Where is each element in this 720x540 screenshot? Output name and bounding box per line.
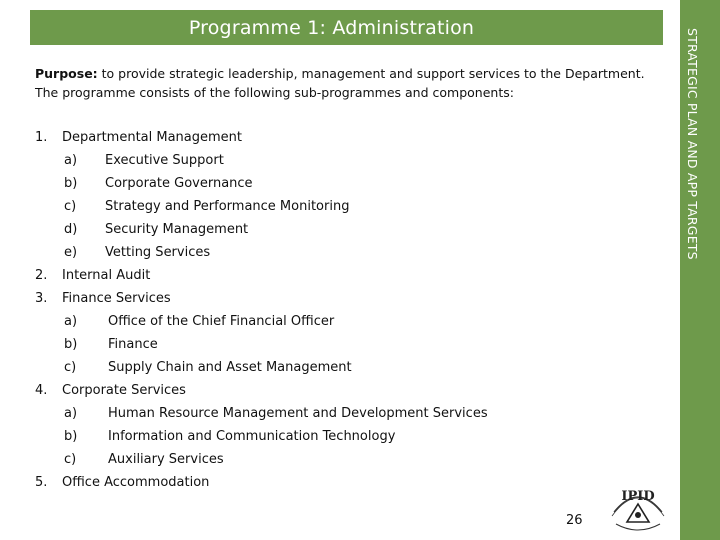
- sub-list-item: [35, 404, 655, 427]
- sub-item-label: Finance: [108, 337, 158, 352]
- sub-list-item: [35, 358, 655, 381]
- page-number: 26: [566, 513, 583, 528]
- sub-item-letter: a): [64, 314, 78, 329]
- title-bar: [30, 10, 663, 45]
- sub-item-label: Supply Chain and Asset Management: [108, 360, 352, 375]
- sub-item-label: Security Management: [105, 222, 249, 237]
- purpose-text: to provide strategic leadership, management and support services to the Department. The programme consists of the following sub-programmes and components:: [35, 66, 645, 100]
- sub-list-item: [35, 197, 655, 220]
- sub-item-label: Executive Support: [105, 153, 224, 168]
- logo-emblem: [612, 489, 664, 530]
- sub-list-item: [35, 427, 655, 450]
- list-item: [35, 381, 655, 404]
- sub-item-letter: c): [64, 452, 77, 467]
- ipid-logo: [604, 478, 672, 536]
- item-label: Finance Services: [62, 291, 171, 306]
- sub-item-label: Strategy and Performance Monitoring: [105, 199, 350, 214]
- sub-item-label: Corporate Governance: [105, 176, 253, 191]
- sub-list-item: [35, 220, 655, 243]
- sub-item-letter: b): [64, 176, 78, 191]
- list-item: [35, 289, 655, 312]
- sub-list-item: [35, 312, 655, 335]
- sub-item-label: Information and Communication Technology: [108, 429, 396, 444]
- side-bar-label: STRATEGIC PLAN AND APP TARGETS: [685, 28, 700, 260]
- purpose-paragraph: [35, 64, 665, 102]
- sub-list-item: [35, 450, 655, 473]
- list-item: [35, 266, 655, 289]
- item-label: Departmental Management: [62, 130, 243, 145]
- sub-list-item: [35, 151, 655, 174]
- item-label: Office Accommodation: [62, 475, 210, 490]
- item-number: 4.: [35, 383, 48, 398]
- list-item: [35, 473, 655, 496]
- sub-item-letter: a): [64, 406, 78, 421]
- sub-item-letter: b): [64, 337, 78, 352]
- item-number: 3.: [35, 291, 48, 306]
- programme-list: [35, 128, 655, 496]
- sub-item-label: Office of the Chief Financial Officer: [108, 314, 335, 329]
- page-title: Programme 1: Administration: [188, 16, 475, 39]
- sub-item-letter: b): [64, 429, 78, 444]
- sub-item-label: Vetting Services: [105, 245, 211, 260]
- purpose-label: Purpose:: [35, 66, 98, 81]
- item-number: 1.: [35, 130, 48, 145]
- sub-item-letter: a): [64, 153, 78, 168]
- sub-item-letter: d): [64, 222, 78, 237]
- sub-list-item: [35, 243, 655, 266]
- sub-item-letter: c): [64, 360, 77, 375]
- sub-list-item: [35, 174, 655, 197]
- sub-list-item: [35, 335, 655, 358]
- item-label: Internal Audit: [62, 268, 151, 283]
- sub-item-letter: c): [64, 199, 77, 214]
- item-number: 2.: [35, 268, 48, 283]
- sub-item-label: Auxiliary Services: [108, 452, 224, 467]
- list-item: [35, 128, 655, 151]
- item-label: Corporate Services: [62, 383, 186, 398]
- item-number: 5.: [35, 475, 48, 490]
- sub-item-letter: e): [64, 245, 78, 260]
- sub-item-label: Human Resource Management and Development Services: [108, 406, 488, 421]
- logo-text: IPID: [621, 489, 655, 504]
